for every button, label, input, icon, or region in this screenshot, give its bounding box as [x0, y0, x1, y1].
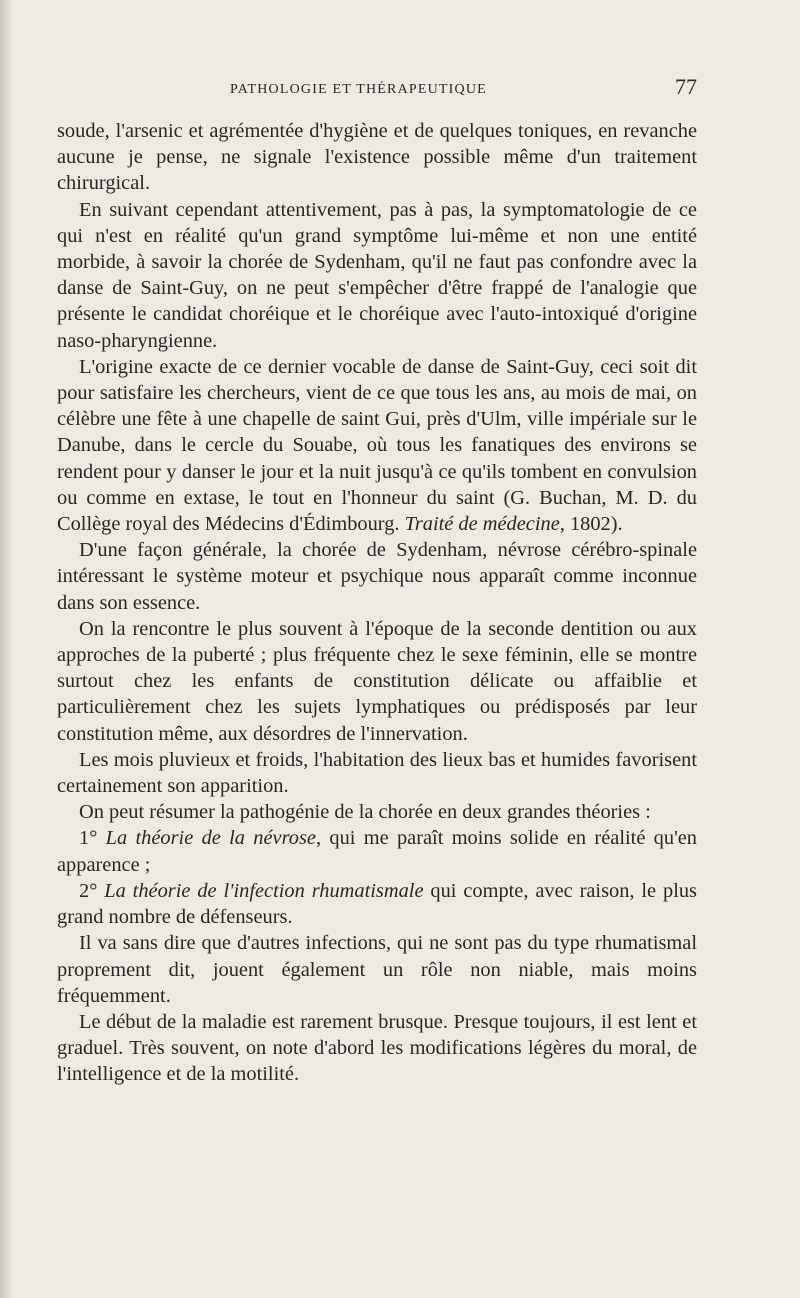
paragraph-3: L'origine exacte de ce dernier vocable de danse de Saint-Guy, ceci soit dit pour satisfaire les chercheurs, vient de ce que tous les ans, au mois de mai, on célèbre une fête à une chapelle de saint Gui, près d'Ulm, ville impériale sur le Danube, dans le cercle du Souabe, où tous les fanatiques des environs se rendent pour y danser le jour et la nuit jusqu'à ce qu'ils tombent en convulsion ou comme en extase, le tout en l'honneur du saint (G. Buchan, M. D. du Collège royal des Médecins d'Édimbourg. Traité de médecine, 1802).	[57, 355, 697, 536]
paragraph-6: Les mois pluvieux et froids, l'habitation des lieux bas et humides favorisent certainement son apparition.	[57, 748, 697, 798]
paragraph-7: On peut résumer la pathogénie de la chorée en deux grandes théories :	[79, 801, 651, 824]
body-text	[57, 118, 697, 1088]
theory-1-title: La théorie de la névrose	[105, 827, 316, 850]
paragraph-1: soude, l'arsenic et agrémentée d'hygiène et de quelques toniques, en revanche aucune je pense, ne signale l'existence possible même d'un traitement chirurgical.	[57, 120, 697, 195]
paragraph-2: En suivant cependant attentivement, pas à pas, la symptomatologie de ce qui n'est en réalité qu'un grand symptôme lui-même et non une entité morbide, à savoir la chorée de Sydenham, qu'il ne faut pas confondre avec la danse de Saint-Guy, on ne peut s'empêcher d'être frappé de l'analogie que présente le candidat choréique et le choréique avec l'auto-intoxiqué d'origine naso-pharyngienne.	[57, 198, 697, 352]
binding-gutter	[0, 0, 14, 1298]
paragraph-10: Il va sans dire que d'autres infections, qui ne sont pas du type rhumatismal proprement dit, jouent également un rôle non niable, mais moins fréquemment.	[57, 932, 697, 1007]
paragraph-11: Le début de la maladie est rarement brusque. Presque toujours, il est lent et graduel. Très souvent, on note d'abord les modifications légères du moral, de l'intelligence et de la motilité.	[57, 1010, 697, 1086]
theory-2: 2° La théorie de l'infection rhumatismale qui compte, avec raison, le plus grand nombre de défenseurs.	[57, 879, 697, 929]
page-number: 77	[675, 74, 697, 99]
book-title: Traité de médecine	[404, 513, 560, 536]
paragraph-5: On la rencontre le plus souvent à l'époque de la seconde dentition ou aux approches de la puberté ; plus fréquente chez le sexe féminin, elle se montre surtout chez les enfants de constitution délicate ou affaiblie et particulièrement chez les sujets lymphatiques ou prédisposés par leur constitution même, aux désordres de l'innervation.	[57, 617, 697, 745]
running-title: PATHOLOGIE ET THÉRAPEUTIQUE	[230, 82, 487, 97]
running-head	[57, 74, 697, 104]
theory-1: 1° La théorie de la névrose, qui me paraît moins solide en réalité qu'en apparence ;	[57, 827, 697, 876]
paragraph-4: D'une façon générale, la chorée de Sydenham, névrose cérébro-spinale intéressant le système moteur et psychique nous apparaît comme inconnue dans son essence.	[57, 539, 697, 614]
theory-2-title: La théorie de l'infection rhumatismale	[104, 879, 424, 902]
